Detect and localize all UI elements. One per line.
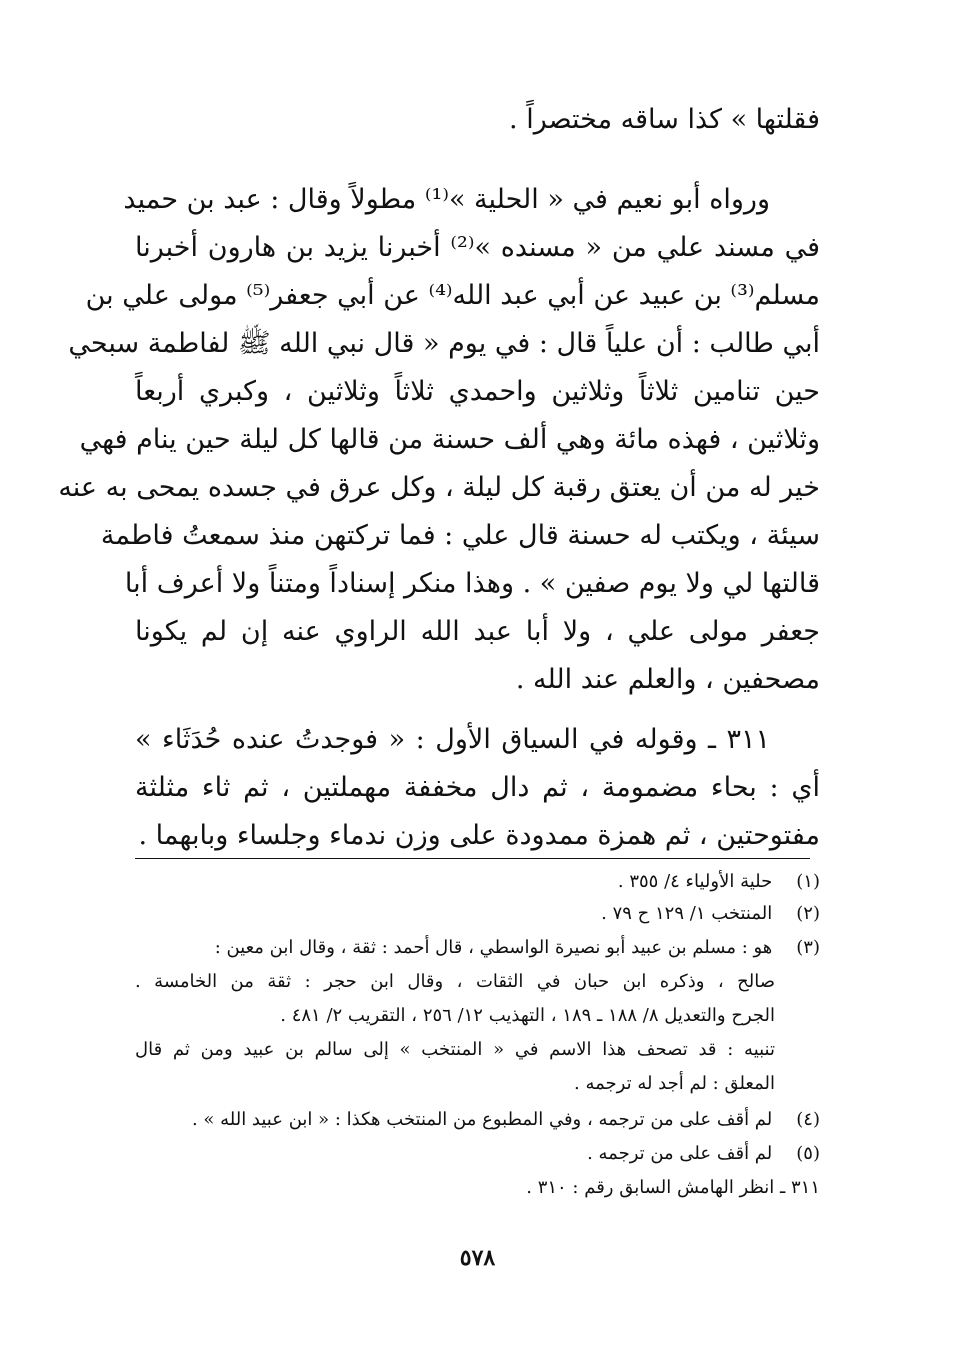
footnote-3-continuation-4: المعلق : لم أجد له ترجمه .: [574, 1073, 775, 1094]
footnote-number: (٥): [796, 1143, 820, 1164]
footnote-3-continuation-2: الجرح والتعديل ٨/ ١٨٨ ـ ١٨٩ ، التهذيب ١٢/ ٢٥٦ ، التقريب ٢/ ٤٨١ .: [280, 1005, 775, 1026]
body-line-7: وثلاثين ، فهذه مائة وهي ألف حسنة من قالها كل ليلة حين ينام فهي: [79, 424, 820, 455]
footnote-text: ٣١١ ـ انظر الهامش السابق رقم : ٣١٠ .: [526, 1177, 820, 1198]
footnote-5: [135, 1140, 820, 1168]
page-number: ٥٧٨: [459, 1245, 496, 1271]
footnote-3-continuation-1: صالح ، وذكره ابن حبان في الثقات ، وقال ابن حجر : ثقة من الخامسة .: [135, 971, 775, 992]
footnote-separator: [135, 858, 810, 859]
body-line-2: ورواه أبو نعيم في « الحلية »⁽¹⁾ مطولاً وقال : عبد بن حميد: [123, 184, 770, 215]
footnote-1: [135, 868, 820, 896]
footnote-text: حلية الأولياء ٤/ ٣٥٥ .: [617, 871, 773, 892]
footnote-3-continuation-3: تنبيه : قد تصحف هذا الاسم في « المنتخب » إلى سالم بن عبيد ومن ثم قال: [135, 1039, 775, 1060]
body-line-12: مصحفين ، والعلم عند الله .: [515, 664, 820, 695]
body-line-9: سيئة ، ويكتب له حسنة قال علي : فما تركتهن منذ سمعتُ فاطمة: [100, 520, 820, 551]
footnote-number: (٢): [796, 903, 820, 924]
body-line-5: أبي طالب : أن علياً قال : في يوم « قال نبي الله ﷺ لفاطمة سبحي: [68, 328, 820, 359]
footnote-text: المنتخب ١/ ١٢٩ ح ٧٩ .: [601, 903, 773, 924]
footnote-number: (٣): [796, 937, 820, 958]
body-line-14: أي : بحاء مضمومة ، ثم دال مخففة مهملتين ، ثم ثاء مثلثة: [135, 772, 820, 803]
body-line-1: فقلتها » كذا ساقه مختصراً .: [509, 104, 820, 135]
body-line-15: مفتوحتين ، ثم همزة ممدودة على وزن ندماء وجلساء وبابهما .: [138, 820, 820, 851]
body-line-3: في مسند علي من « مسنده »⁽²⁾ أخبرنا يزيد بن هارون أخبرنا: [135, 232, 820, 263]
footnote-text: هو : مسلم بن عبيد أبو نصيرة الواسطي ، قال أحمد : ثقة ، وقال ابن معين :: [214, 937, 773, 958]
body-line-11: جعفر مولى علي ، ولا أبا عبد الله الراوي عنه إن لم يكونا: [135, 616, 820, 647]
body-line-6: حين تنامين ثلاثاً وثلاثين واحمدي ثلاثاً وثلاثين ، وكبري أربعاً: [135, 376, 820, 407]
footnote-text: لم أقف على من ترجمه ، وفي المطبوع من المنتخب هكذا : « ابن عبيد الله » .: [191, 1109, 773, 1130]
body-line-8: خير له من أن يعتق رقبة كل ليلة ، وكل عرق في جسده يمحى به عنه: [58, 472, 820, 503]
footnote-2: [135, 900, 820, 928]
body-line-13: ٣١١ ـ وقوله في السياق الأول : « فوجدتُ عنده حُدَثَاء »: [135, 724, 770, 755]
body-line-4: مسلم⁽³⁾ بن عبيد عن أبي عبد الله⁽⁴⁾ عن أبي جعفر⁽⁵⁾ مولى علي بن: [85, 280, 820, 311]
footnote-number: (٤): [796, 1109, 820, 1130]
footnote-number: (١): [796, 871, 820, 892]
footnote-4: [135, 1106, 820, 1134]
footnote-311: [135, 1174, 820, 1202]
body-line-10: قالتها لي ولا يوم صفين » . وهذا منكر إسناداً ومتناً ولا أعرف أبا: [124, 568, 820, 599]
footnote-text: لم أقف على من ترجمه .: [587, 1143, 773, 1164]
footnote-3: [135, 934, 820, 962]
